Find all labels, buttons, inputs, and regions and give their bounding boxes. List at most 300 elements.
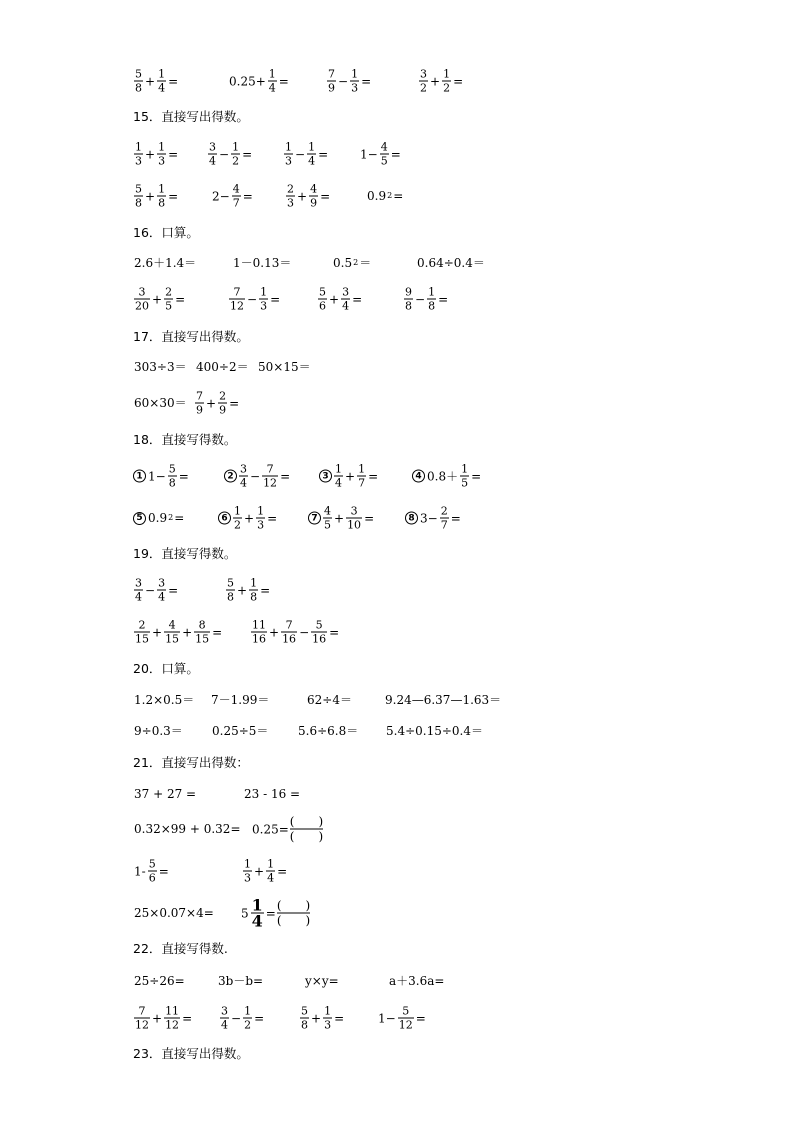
fraction — [164, 619, 180, 646]
expression-text: 0.64÷0.4＝ — [417, 256, 485, 270]
circled-number: 5 — [133, 512, 146, 525]
expression-text: + — [237, 583, 248, 597]
fraction — [460, 463, 469, 490]
math-expression — [133, 858, 170, 885]
fraction — [134, 141, 143, 168]
denominator: 4 — [267, 871, 275, 885]
numerator: 5 — [402, 1004, 410, 1018]
question-heading: 20．口算。 — [133, 661, 199, 676]
denominator: 3 — [135, 154, 142, 168]
expression-text: 5.4÷0.15÷0.4＝ — [386, 724, 483, 738]
expression-text: 0.9 — [367, 189, 387, 203]
numerator: 5 — [148, 857, 156, 871]
math-expression — [133, 286, 186, 313]
fraction — [157, 141, 166, 168]
math-expression — [385, 724, 484, 738]
denominator: 4 — [158, 81, 166, 95]
numerator: 2 — [440, 504, 448, 518]
expression-text: 0.25= — [252, 822, 289, 836]
fraction — [231, 141, 240, 168]
fraction — [281, 619, 297, 646]
denominator: 8 — [301, 1018, 308, 1032]
expression-text: 2.6＋1.4＝ — [134, 256, 197, 270]
expression-text: + — [345, 469, 356, 483]
expression-text: 9.24—6.37—1.63＝ — [385, 693, 502, 707]
denominator: 15 — [195, 632, 210, 646]
expression-text: 3b－b= — [218, 974, 264, 988]
denominator: 5 — [380, 154, 388, 168]
expression-text: = — [415, 1011, 426, 1025]
numerator: 4 — [310, 182, 318, 196]
fraction — [157, 68, 166, 95]
denominator: 5 — [165, 299, 173, 313]
math-expression — [211, 724, 269, 738]
math-expression — [228, 286, 281, 313]
math-expression: 0.5 2 ＝ — [333, 256, 372, 270]
denominator: 4 — [240, 476, 247, 490]
question-heading: 17．直接写出得数。 — [133, 329, 249, 344]
numerator: 5 — [135, 182, 142, 196]
fraction — [208, 141, 217, 168]
expression-text: + — [311, 1011, 322, 1025]
numerator: 1 — [428, 285, 436, 299]
expression-text: 3− — [420, 511, 438, 525]
numerator: 1 — [260, 285, 268, 299]
math-expression — [133, 577, 179, 604]
circled-number: 8 — [405, 512, 418, 525]
expression-text: 1.2×0.5＝ — [134, 693, 195, 707]
circled-number: 6 — [218, 512, 231, 525]
expression-text: a＋3.6a= — [389, 974, 445, 988]
expression-text: 60×30＝ — [134, 396, 187, 410]
math-expression — [285, 183, 331, 210]
expression-text: = — [352, 292, 363, 306]
math-expression — [232, 256, 292, 270]
numerator: 1 — [158, 140, 166, 154]
math-expression — [133, 396, 188, 410]
numerator: 8 — [198, 618, 206, 632]
expression-text: − — [295, 147, 306, 161]
numerator: 5 — [227, 576, 234, 590]
fraction — [243, 858, 252, 885]
denominator: 15 — [165, 632, 180, 646]
math-expression — [304, 974, 340, 988]
numerator: 3 — [240, 462, 247, 476]
numerator: 3 — [342, 285, 350, 299]
denominator: 3 — [287, 196, 294, 210]
question-heading: 15．直接写出得数。 — [133, 109, 249, 124]
math-expression — [416, 256, 486, 270]
expression-text: 5.6÷6.8＝ — [298, 724, 359, 738]
fraction — [164, 286, 173, 313]
blank-denominator: ( ) — [289, 829, 324, 844]
fraction — [157, 183, 166, 210]
expression-text: + — [244, 511, 255, 525]
denominator: 4 — [342, 299, 350, 313]
expression-text: + — [334, 511, 345, 525]
expression-text: 50×15＝ — [258, 360, 311, 374]
math-expression — [359, 141, 402, 168]
denominator: 8 — [135, 196, 142, 210]
expression-text: 1− — [378, 1011, 396, 1025]
math-expression — [133, 724, 184, 738]
expression-text: = — [212, 625, 223, 639]
denominator: 12 — [398, 1018, 413, 1032]
numerator: 3 — [209, 140, 216, 154]
expression-text: 0.32×99 + 0.32= — [134, 822, 241, 836]
expression-text: 303÷3＝ — [134, 360, 187, 374]
question-heading: 16．口算。 — [133, 225, 199, 240]
fraction — [251, 619, 267, 646]
math-expression — [384, 693, 502, 707]
fraction — [419, 68, 428, 95]
numerator: 11 — [165, 1004, 180, 1018]
fraction — [311, 619, 327, 646]
expression-text: = — [182, 1011, 193, 1025]
numerator: 1 — [234, 504, 241, 518]
expression-text: 62÷4＝ — [307, 693, 352, 707]
fraction — [284, 141, 293, 168]
blank-denominator: ( ) — [276, 913, 311, 928]
math-expression — [308, 505, 375, 532]
expression-text: 0.8＋ — [427, 469, 459, 483]
expression-text: 25×0.07×4= — [134, 906, 214, 920]
numerator: 1 — [335, 462, 342, 476]
fraction — [218, 390, 227, 417]
denominator: 6 — [319, 299, 326, 313]
expression-text: = — [242, 189, 253, 203]
fraction — [404, 286, 413, 313]
expression-text: = — [265, 906, 276, 920]
expression-text: + — [152, 1011, 163, 1025]
math-expression — [133, 1005, 193, 1032]
math-expression — [133, 256, 197, 270]
numerator: 1 — [461, 462, 469, 476]
math-expression — [242, 858, 288, 885]
numerator: 1 — [443, 67, 451, 81]
denominator: 12 — [263, 476, 278, 490]
numerator: 1 — [251, 895, 263, 915]
expression-text: 0.9 — [148, 511, 168, 525]
expression-text: ＝ — [359, 256, 372, 270]
fraction — [341, 286, 350, 313]
expression-text: + — [254, 864, 265, 878]
numerator: 5 — [301, 1004, 308, 1018]
expression-text: 1− — [360, 147, 378, 161]
fraction — [134, 577, 143, 604]
fraction — [164, 1005, 180, 1032]
fraction — [262, 463, 278, 490]
expression-text: = — [280, 469, 291, 483]
denominator: 5 — [324, 518, 331, 532]
numerator: 2 — [165, 285, 173, 299]
denominator: 3 — [158, 154, 166, 168]
math-expression — [403, 286, 449, 313]
denominator: 12 — [135, 1018, 149, 1032]
expression-text: + — [145, 189, 156, 203]
fraction — [134, 68, 143, 95]
numerator: 4 — [324, 504, 331, 518]
numerator: 1 — [257, 504, 265, 518]
fraction — [194, 619, 210, 646]
numerator: 1 — [158, 67, 166, 81]
numerator: 3 — [350, 504, 358, 518]
math-expression — [133, 619, 223, 646]
expression-text: = — [242, 147, 253, 161]
fraction — [327, 68, 336, 95]
math-expression — [257, 360, 312, 374]
math-expression — [133, 787, 197, 801]
denominator: 9 — [196, 403, 203, 417]
numerator: 7 — [328, 67, 335, 81]
expression-text: = — [361, 74, 372, 88]
math-expression — [225, 577, 271, 604]
expression-text: − — [415, 292, 426, 306]
math-expression — [317, 286, 363, 313]
denominator: 15 — [135, 632, 149, 646]
denominator: 9 — [310, 196, 318, 210]
answer-blank-fraction — [290, 815, 323, 844]
expression-text: = — [334, 1011, 345, 1025]
math-expression: 0.9 2 = — [367, 189, 404, 203]
denominator: 4 — [251, 911, 263, 931]
math-expression — [418, 68, 464, 95]
question-heading: 22．直接写得数. — [133, 941, 228, 956]
expression-text: = — [329, 625, 340, 639]
expression-text: = — [178, 469, 189, 483]
expression-text: + — [430, 74, 441, 88]
denominator: 2 — [443, 81, 451, 95]
math-expression — [326, 68, 372, 95]
circled-number: 7 — [308, 512, 321, 525]
denominator: 3 — [260, 299, 268, 313]
fraction — [350, 68, 359, 95]
fraction — [249, 577, 258, 604]
fraction — [398, 1005, 414, 1032]
math-expression — [133, 141, 179, 168]
expression-text: = — [320, 189, 331, 203]
fraction — [256, 505, 265, 532]
fraction — [334, 463, 343, 490]
math-expression — [133, 463, 190, 490]
expression-text: + — [329, 292, 340, 306]
question-heading: 23．直接写出得数。 — [133, 1046, 249, 1061]
fraction — [134, 286, 150, 313]
expression-text: 1－0.13＝ — [233, 256, 292, 270]
fraction — [380, 141, 389, 168]
math-expression — [388, 974, 445, 988]
fraction — [323, 505, 332, 532]
fraction — [427, 286, 436, 313]
denominator: 3 — [257, 518, 265, 532]
denominator: 3 — [324, 1018, 332, 1032]
numerator: 7 — [196, 389, 203, 403]
numerator: 1 — [244, 1004, 252, 1018]
fraction — [440, 505, 449, 532]
numerator: 3 — [158, 576, 166, 590]
expression-text: 37 + 27 = — [134, 787, 197, 801]
numerator: 11 — [252, 618, 266, 632]
expression-text: = — [168, 189, 179, 203]
answer-blank-fraction — [277, 899, 310, 928]
numerator: 1 — [244, 857, 251, 871]
denominator: 16 — [252, 632, 266, 646]
denominator: 9 — [219, 403, 227, 417]
denominator: 7 — [232, 196, 240, 210]
denominator: 3 — [244, 871, 251, 885]
expression-text: − — [231, 1011, 242, 1025]
fraction — [134, 1005, 150, 1032]
fraction — [251, 895, 264, 931]
math-expression — [243, 787, 301, 801]
expression-text: 25÷26= — [134, 974, 185, 988]
fraction — [259, 286, 268, 313]
math-expression — [228, 68, 290, 95]
math-expression — [299, 1005, 345, 1032]
denominator: 12 — [165, 1018, 180, 1032]
math-expression — [218, 505, 278, 532]
numerator: 1 — [308, 140, 316, 154]
math-expression — [194, 390, 240, 417]
denominator: 8 — [168, 476, 176, 490]
denominator: 7 — [358, 476, 366, 490]
expression-text: − — [145, 583, 156, 597]
expression-text: = — [390, 147, 401, 161]
numerator: 7 — [138, 1004, 146, 1018]
denominator: 7 — [440, 518, 448, 532]
expression-text: + — [297, 189, 308, 203]
numerator: 1 — [267, 857, 275, 871]
expression-text: = — [158, 864, 169, 878]
expression-text: = — [175, 292, 186, 306]
expression-text: = — [174, 511, 185, 525]
expression-text: + — [152, 625, 163, 639]
denominator: 3 — [351, 81, 359, 95]
expression-text: = — [368, 469, 379, 483]
numerator: 4 — [168, 618, 176, 632]
expression-text: 7－1.99＝ — [211, 693, 270, 707]
expression-text: + — [182, 625, 193, 639]
fraction — [318, 286, 327, 313]
fraction — [300, 1005, 309, 1032]
expression-text: − — [219, 147, 230, 161]
numerator: 1 — [232, 140, 240, 154]
math-expression — [133, 906, 215, 920]
numerator: 9 — [405, 285, 412, 299]
expression-text: = — [318, 147, 329, 161]
fraction — [346, 505, 362, 532]
expression-text: 0.25+ — [229, 74, 266, 88]
math-expression — [211, 183, 254, 210]
denominator: 8 — [227, 590, 234, 604]
expression-text: = — [471, 469, 482, 483]
fraction — [243, 1005, 252, 1032]
denominator: 8 — [135, 81, 142, 95]
fraction — [134, 183, 143, 210]
math-expression — [210, 693, 270, 707]
fraction — [233, 505, 242, 532]
math-expression — [251, 815, 323, 844]
expression-text: 1− — [148, 469, 166, 483]
math-expression — [250, 619, 340, 646]
denominator: 2 — [232, 154, 240, 168]
denominator: 16 — [282, 632, 297, 646]
circled-number: 4 — [412, 470, 425, 483]
expression-text: − — [247, 292, 258, 306]
denominator: 4 — [209, 154, 216, 168]
numerator: 1 — [285, 140, 292, 154]
numerator: 7 — [285, 618, 293, 632]
expression-text: + — [152, 292, 163, 306]
denominator: 9 — [328, 81, 335, 95]
fraction — [323, 1005, 332, 1032]
fraction — [309, 183, 318, 210]
math-expression — [405, 505, 462, 532]
numerator: 5 — [135, 67, 142, 81]
denominator: 4 — [135, 590, 142, 604]
fraction — [229, 286, 245, 313]
numerator: 3 — [138, 285, 146, 299]
blank-numerator: ( ) — [289, 814, 324, 829]
blank-numerator: ( ) — [276, 898, 311, 913]
question-heading: 21．直接写出得数： — [133, 755, 249, 770]
denominator: 20 — [135, 299, 149, 313]
fraction — [195, 390, 204, 417]
denominator: 16 — [312, 632, 327, 646]
expression-text: = — [168, 147, 179, 161]
expression-text: 23 - 16 = — [244, 787, 301, 801]
denominator: 12 — [230, 299, 244, 313]
expression-text: = — [453, 74, 464, 88]
expression-text: = — [364, 511, 375, 525]
denominator: 8 — [428, 299, 436, 313]
denominator: 2 — [244, 1018, 252, 1032]
fraction — [157, 577, 166, 604]
numerator: 1 — [358, 462, 366, 476]
numerator: 3 — [221, 1004, 228, 1018]
numerator: 5 — [319, 285, 326, 299]
denominator: 3 — [285, 154, 292, 168]
math-expression — [377, 1005, 427, 1032]
fraction — [442, 68, 451, 95]
circled-number: 2 — [224, 470, 237, 483]
denominator: 8 — [405, 299, 412, 313]
numerator: 1 — [351, 67, 359, 81]
math-expression — [219, 1005, 265, 1032]
denominator: 8 — [158, 196, 166, 210]
denominator: 6 — [148, 871, 156, 885]
expression-text: 9÷0.3＝ — [134, 724, 183, 738]
expression-text: = — [267, 511, 278, 525]
expression-text: = — [270, 292, 281, 306]
fraction — [220, 1005, 229, 1032]
expression-text: 5 — [241, 906, 249, 920]
numerator: 5 — [168, 462, 176, 476]
question-heading: 19．直接写得数。 — [133, 546, 237, 561]
math-expression: 5 0.9 2 = — [133, 511, 185, 525]
denominator: 10 — [347, 518, 362, 532]
expression-text: = — [260, 583, 271, 597]
fraction — [168, 463, 177, 490]
expression-text: + — [269, 625, 280, 639]
math-expression — [240, 895, 311, 931]
expression-text: + — [145, 147, 156, 161]
math-expression — [412, 463, 482, 490]
math-expression — [224, 463, 291, 490]
question-heading: 18．直接写得数。 — [133, 432, 237, 447]
denominator: 2 — [234, 518, 241, 532]
expression-text: 0.5 — [333, 256, 353, 270]
